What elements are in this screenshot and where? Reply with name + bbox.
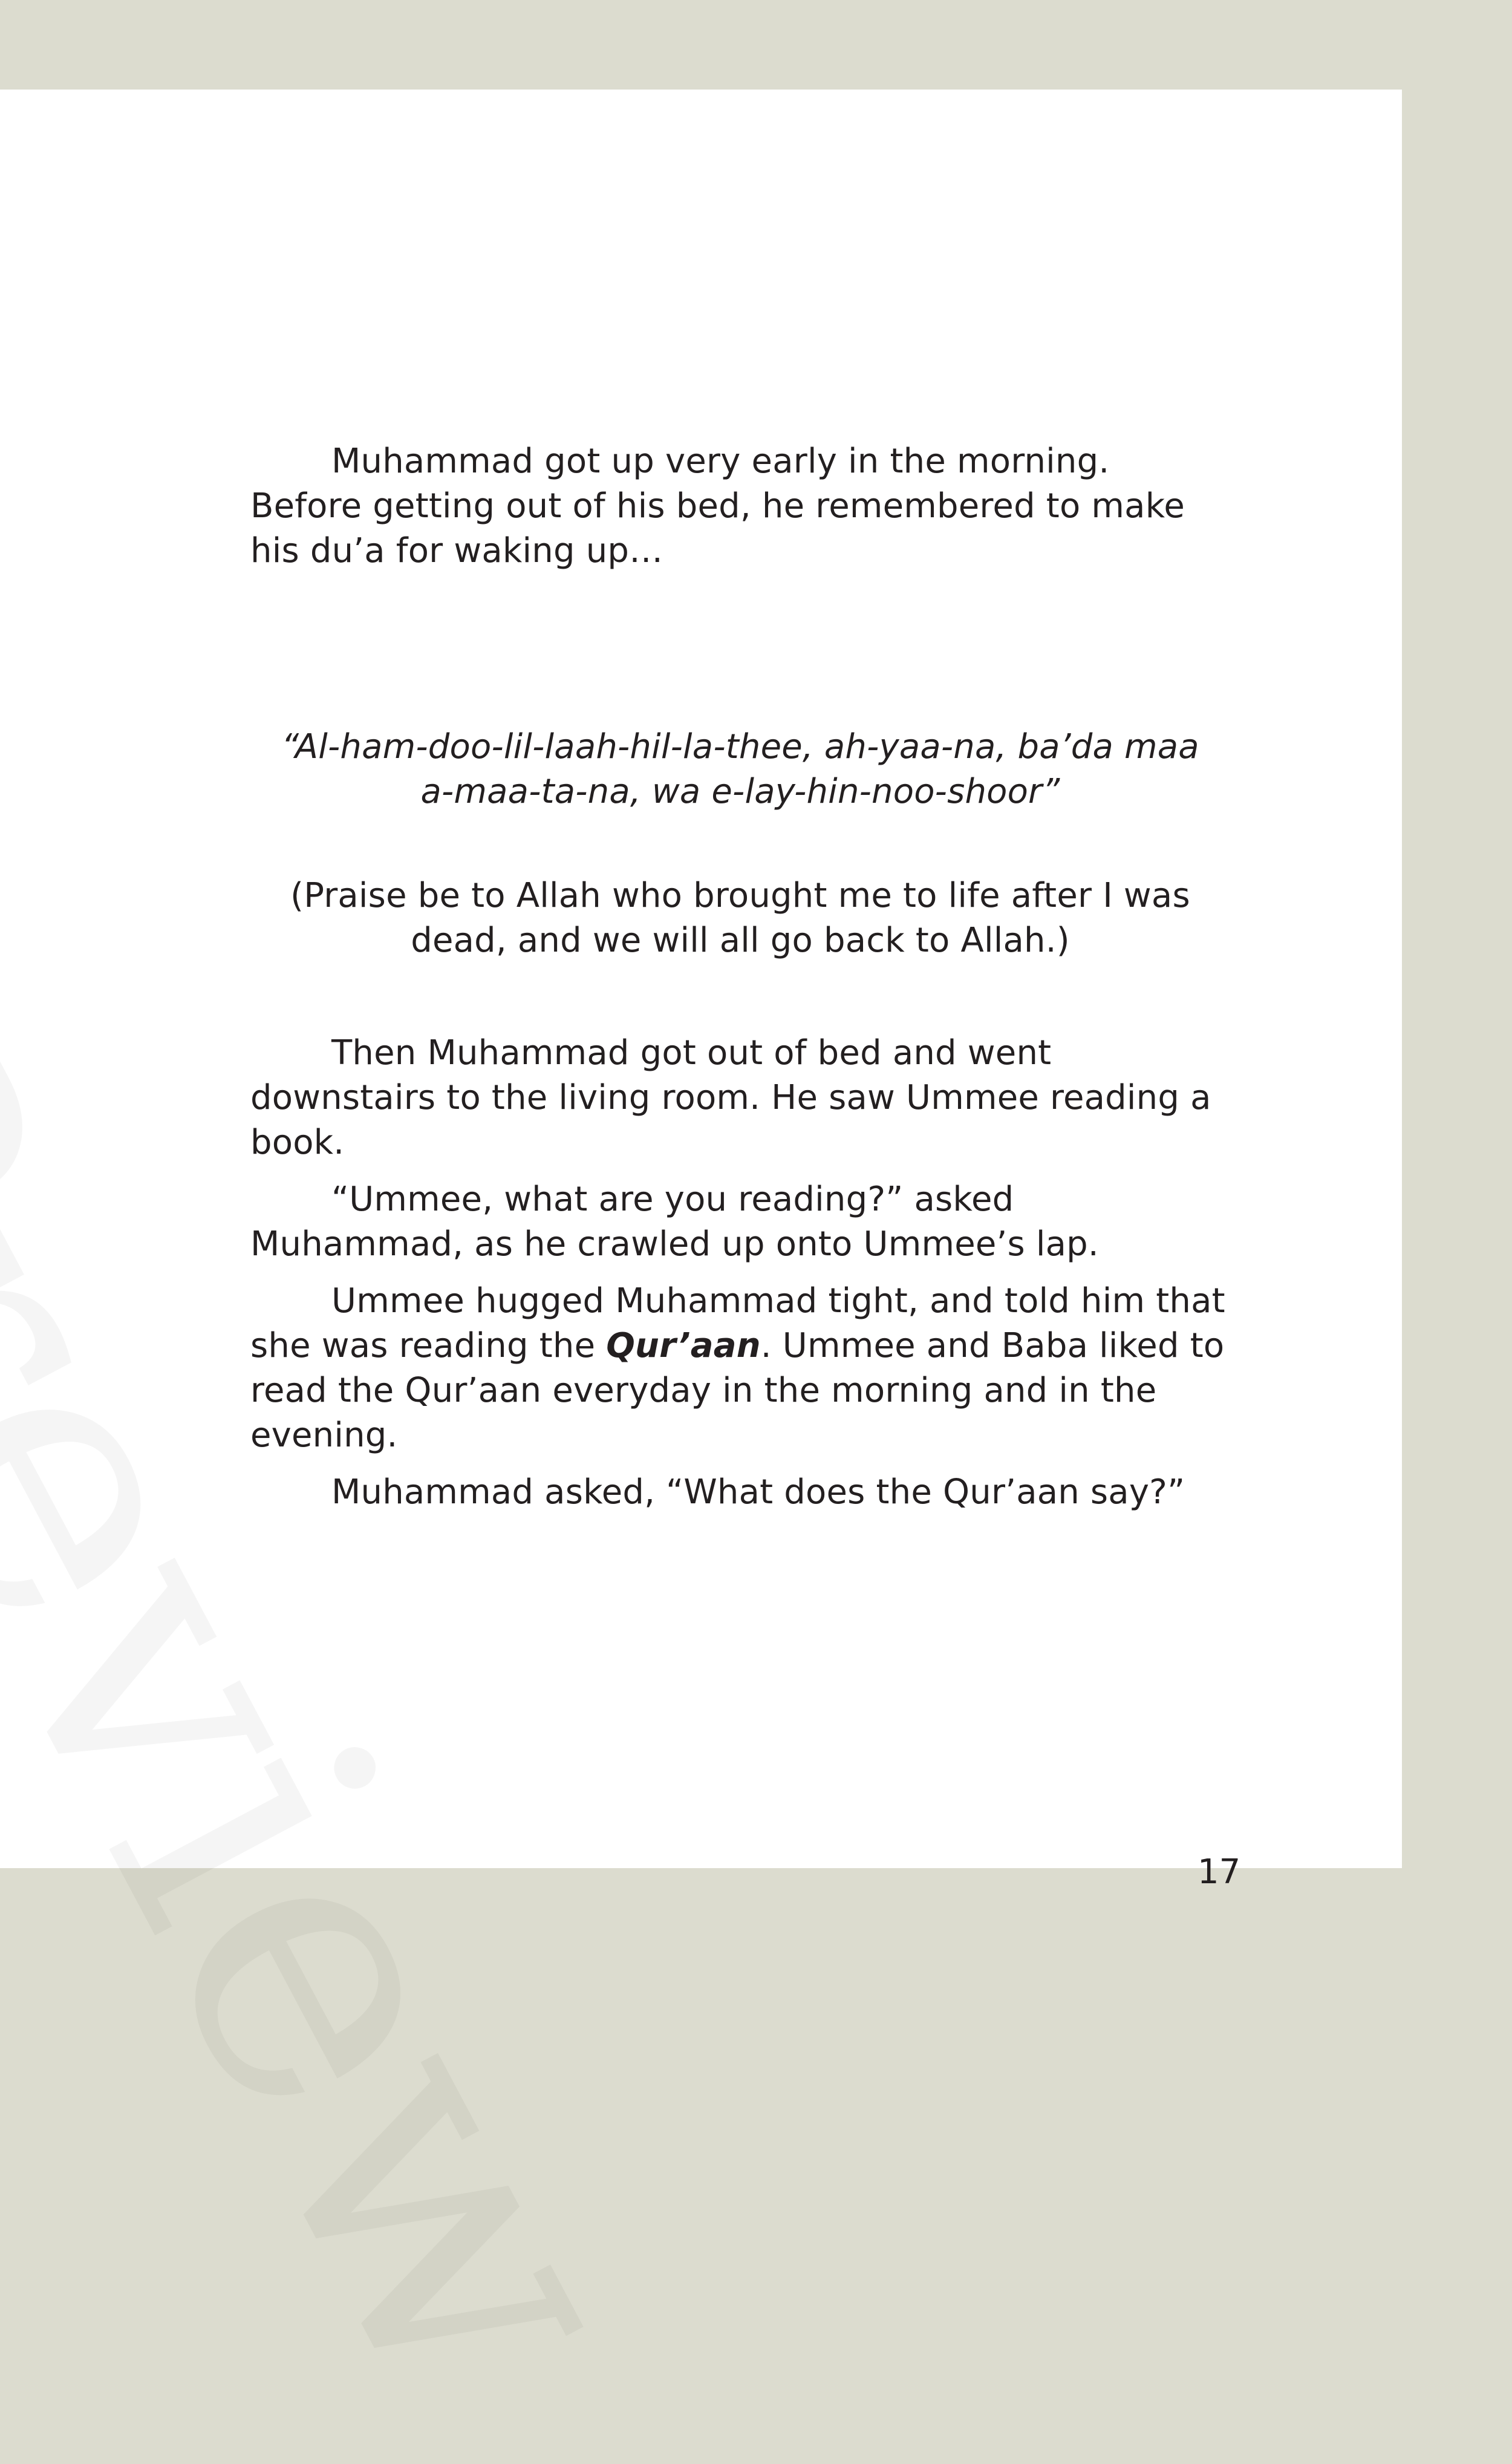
- paragraph-ask: Muhammad asked, “What does the Qur’aan say?”: [331, 1472, 1185, 1512]
- book-page: [0, 90, 1402, 1892]
- story-paragraphs: [250, 1031, 1230, 1515]
- quraan-emphasis: Qur’aan: [606, 1326, 761, 1365]
- paragraph-text: Muhammad got up very early in the morning. Before getting out of his bed, he remembered to make his du’a for waking up…: [250, 442, 1185, 570]
- dua-quote: [275, 725, 1206, 814]
- paragraph-quraan-start: Ummee hugged Muhammad tight, and told him that she was reading the: [250, 1281, 1225, 1365]
- paragraph-downstairs: Then Muhammad got out of bed and went downstairs to the living room. He saw Ummee reading a book.: [250, 1033, 1211, 1162]
- paragraph-question: “Ummee, what are you reading?” asked Muhammad, as he crawled up onto Ummee’s lap.: [250, 1180, 1099, 1264]
- paragraph-quraan-end: . Ummee and Baba liked to read the Qur’aan everyday in the morning and in the evening.: [250, 1326, 1225, 1455]
- translation-text: (Praise be to Allah who brought me to life after I was dead, and we will all go back to Allah.): [290, 876, 1190, 960]
- paragraph-quraan: [250, 1279, 1230, 1458]
- dua-text: “Al-ham-doo-lil-laah-hil-la-thee, ah-yaa-na, ba’da maa a-maa-ta-na, wa e-lay-hin-noo-shoor”: [281, 727, 1199, 811]
- paragraph-waking-up: [250, 439, 1230, 574]
- page-number: 17: [1198, 1852, 1241, 1892]
- dua-translation: [266, 874, 1214, 963]
